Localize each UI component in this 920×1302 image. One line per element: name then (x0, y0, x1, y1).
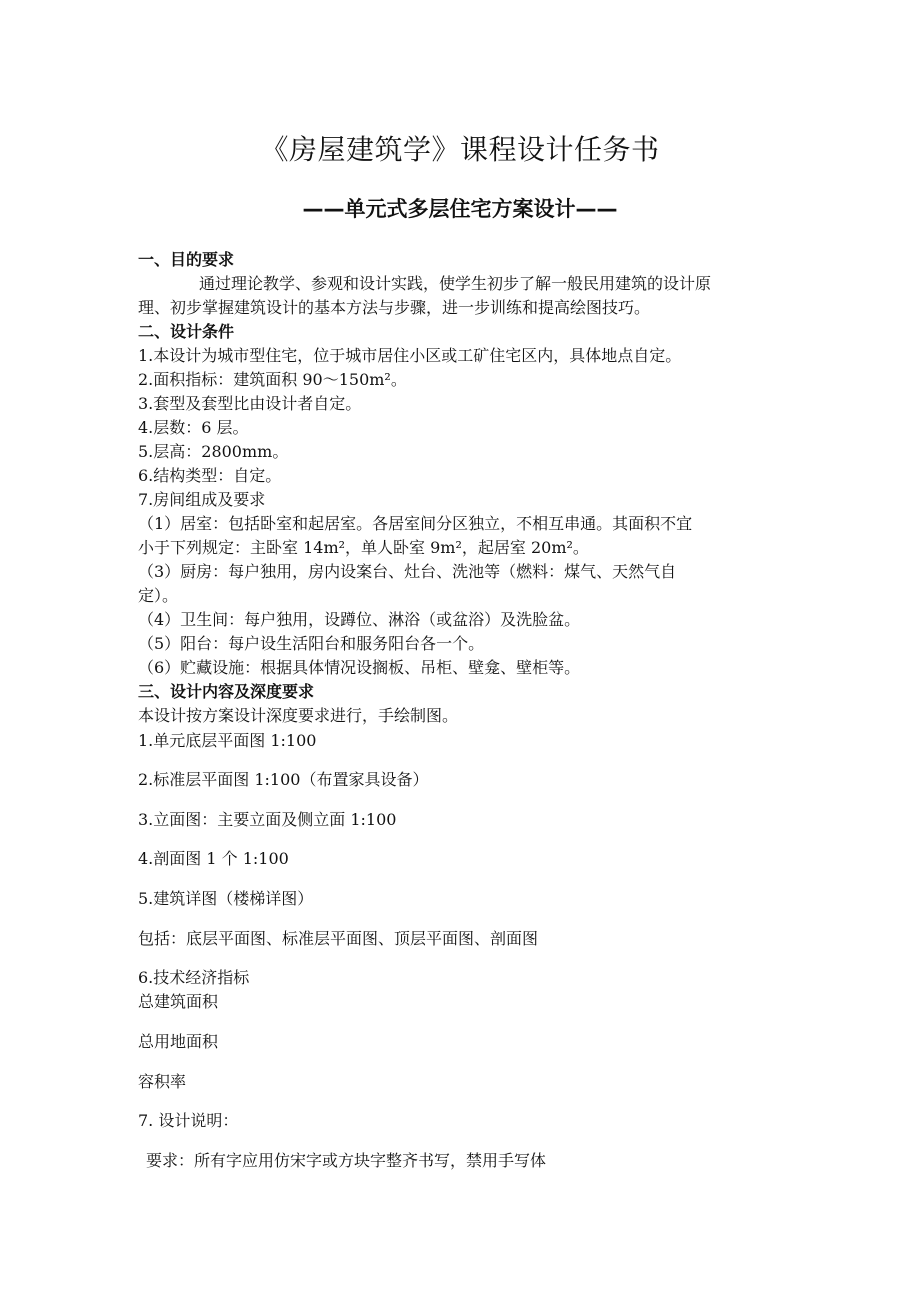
deliverable-item: 5.建筑详图（楼梯详图） (138, 889, 314, 908)
section-heading-conditions: 二、设计条件 (138, 322, 235, 341)
paragraph-line: 通过理论教学、参观和设计实践，使学生初步了解一般民用建筑的设计原 (199, 274, 712, 293)
room-requirement: （5）阳台：每户设生活阳台和服务阳台各一个。 (138, 634, 485, 653)
room-requirement: （6）贮藏设施：根据具体情况设搁板、吊柜、壁龛、壁柜等。 (138, 658, 581, 677)
deliverable-item: 2.标准层平面图 1:100（布置家具设备） (138, 770, 429, 789)
section-heading-purpose: 一、目的要求 (138, 250, 235, 269)
condition-item: 6.结构类型：自定。 (138, 466, 282, 485)
room-requirement: （3）厨房：每户独用，房内设案台、灶台、洗池等（燃料：煤气、天然气自 (138, 562, 677, 581)
indicator-item: 总用地面积 (138, 1032, 219, 1051)
document-title: 《房屋建筑学》课程设计任务书 (260, 133, 660, 166)
condition-item: 7.房间组成及要求 (138, 490, 266, 509)
condition-item: 1.本设计为城市型住宅，位于城市居住小区或工矿住宅区内，具体地点自定。 (138, 346, 682, 365)
deliverable-item: 包括：底层平面图、标准层平面图、顶层平面图、剖面图 (138, 929, 539, 948)
section-heading-content: 三、设计内容及深度要求 (138, 682, 315, 701)
room-requirement: 小于下列规定：主卧室 14m²，单人卧室 9m²，起居室 20m²。 (138, 538, 589, 557)
deliverable-item: 3.立面图：主要立面及侧立面 1:100 (138, 810, 397, 829)
deliverable-item: 7. 设计说明： (138, 1111, 239, 1130)
condition-item: 2.面积指标：建筑面积 90～150m²。 (138, 370, 407, 389)
condition-item: 5.层高：2800mm。 (138, 442, 289, 461)
paragraph-line: 理、初步掌握建筑设计的基本方法与步骤，进一步训练和提高绘图技巧。 (138, 298, 651, 317)
room-requirement: （4）卫生间：每户独用，设蹲位、淋浴（或盆浴）及洗脸盆。 (138, 610, 581, 629)
room-requirement: （1）居室：包括卧室和起居室。各居室间分区独立，不相互串通。其面积不宜 (138, 514, 693, 533)
paragraph-line: 本设计按方案设计深度要求进行，手绘制图。 (138, 706, 459, 725)
requirement-note: 要求：所有字应用仿宋字或方块字整齐书写，禁用手写体 (146, 1151, 547, 1170)
deliverable-item: 1.单元底层平面图 1:100 (138, 731, 317, 750)
deliverable-item: 6.技术经济指标 (138, 968, 250, 987)
document-subtitle: ——单元式多层住宅方案设计—— (302, 197, 618, 221)
condition-item: 4.层数：6 层。 (138, 418, 249, 437)
condition-item: 3.套型及套型比由设计者自定。 (138, 394, 362, 413)
indicator-item: 容积率 (138, 1072, 187, 1091)
room-requirement: 定）。 (138, 586, 179, 605)
deliverable-item: 4.剖面图 1 个 1:100 (138, 849, 289, 868)
indicator-item: 总建筑面积 (138, 992, 219, 1011)
